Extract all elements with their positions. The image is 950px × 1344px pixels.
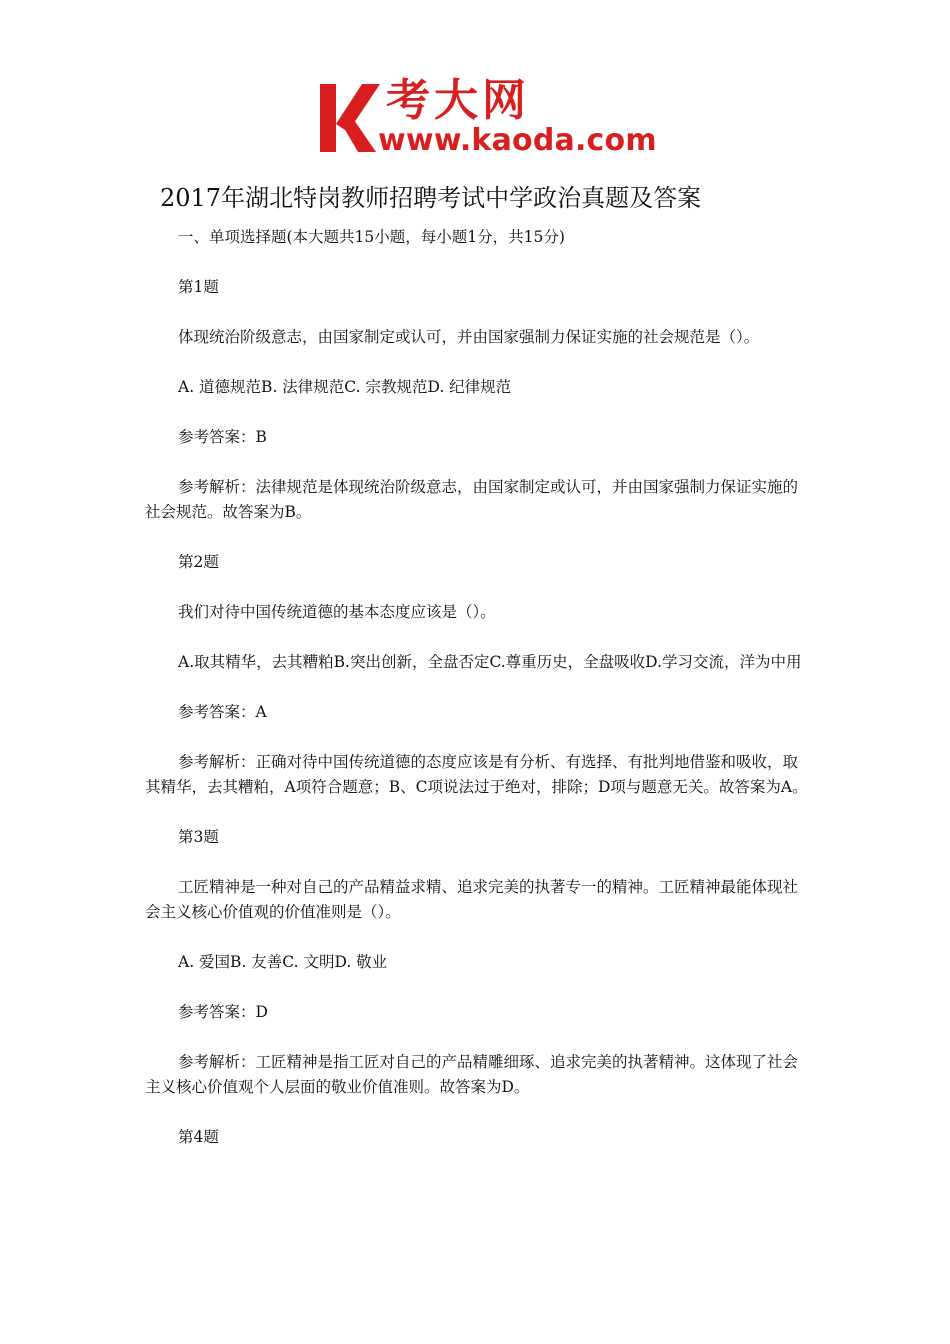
logo-url-text: www.kaoda.com xyxy=(378,123,657,158)
question-answer: 参考答案：D xyxy=(178,1003,268,1021)
question-number: 第1题 xyxy=(178,278,219,296)
question-number: 第3题 xyxy=(178,828,219,846)
document-body xyxy=(145,225,810,1175)
question-number: 第4题 xyxy=(178,1128,219,1146)
question-options: A. 道德规范B. 法律规范C. 宗教规范D. 纪律规范 xyxy=(178,378,512,396)
question-analysis: 参考解析：正确对待中国传统道德的态度应该是有分析、有选择、有批判地借鉴和吸收，取其精华，去其糟粕，A项符合题意；B、C项说法过于绝对，排除；D项与题意无关。故答案为A。 xyxy=(145,753,808,796)
question-analysis: 参考解析：工匠精神是指工匠对自己的产品精雕细琢、追求完美的执著精神。这体现了社会主义核心价值观个人层面的敬业价值准则。故答案为D。 xyxy=(145,1053,799,1096)
question-stem: 工匠精神是一种对自己的产品精益求精、追求完美的执著专一的精神。工匠精神最能体现社会主义核心价值观的价值准则是（）。 xyxy=(145,878,799,921)
question-stem: 我们对待中国传统道德的基本态度应该是（）。 xyxy=(178,603,496,621)
question-options: A.取其精华，去其糟粕B.突出创新，全盘否定C.尊重历史，全盘吸收D.学习交流，洋为中用 xyxy=(178,653,802,671)
k-logo-icon xyxy=(318,80,380,156)
question-number: 第2题 xyxy=(178,553,219,571)
section-heading: 一、单项选择题(本大题共15小题，每小题1分，共15分) xyxy=(178,228,565,246)
logo-chinese-text: 考大网 xyxy=(386,75,530,126)
question-stem: 体现统治阶级意志，由国家制定或认可，并由国家强制力保证实施的社会规范是（）。 xyxy=(178,328,760,346)
document-title: 2017年湖北特岗教师招聘考试中学政治真题及答案 xyxy=(160,184,702,212)
kaoda-logo xyxy=(318,75,657,158)
question-analysis: 参考解析：法律规范是体现统治阶级意志，由国家制定或认可，并由国家强制力保证实施的社会规范。故答案为B。 xyxy=(145,478,799,521)
question-answer: 参考答案：B xyxy=(178,428,267,446)
question-options: A. 爱国B. 友善C. 文明D. 敬业 xyxy=(178,953,388,971)
question-answer: 参考答案：A xyxy=(178,703,267,721)
